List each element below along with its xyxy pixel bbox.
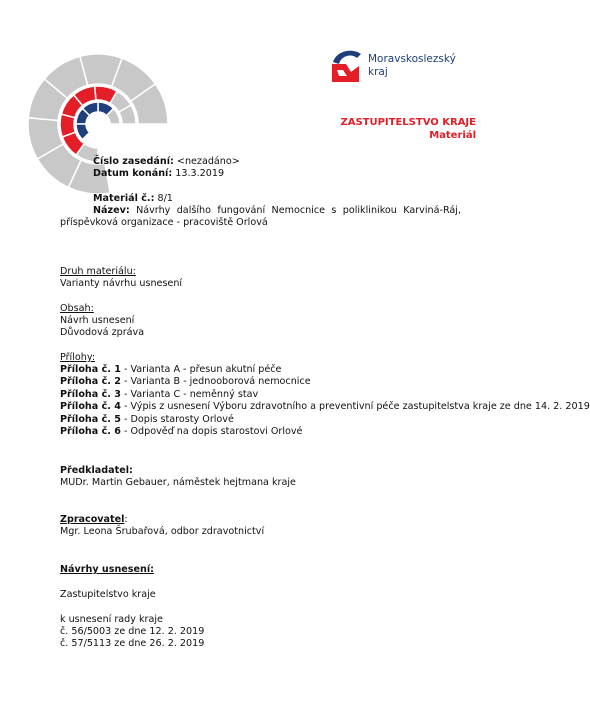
- prilohy-heading: Přílohy:: [60, 352, 96, 363]
- priloha-item: [60, 389, 461, 401]
- priloha-label: Příloha č. 3: [60, 388, 121, 400]
- meeting-number-label: Číslo zasedání:: [93, 156, 174, 167]
- druh-heading: Druh materiálu:: [60, 266, 136, 277]
- zpracovatel-heading: Zpracovatel: [60, 514, 125, 525]
- material-name: [60, 205, 461, 230]
- logo-line2: kraj: [368, 66, 388, 78]
- priloha-text: - Varianta C - neměnný stav: [120, 388, 259, 400]
- druh-value: Varianty návrhu usnesení: [60, 278, 183, 289]
- priloha-label: Příloha č. 4: [60, 401, 121, 413]
- material-name-value: Návrhy dalšího fungování Nemocnice s poliklinikou Karviná-Ráj, příspěvková organizace - pracoviště Orlová: [60, 205, 461, 229]
- obsah-item: Návrh usnesení: [60, 315, 135, 326]
- navrhy-ref: č. 57/5113 ze dne 26. 2. 2019: [60, 638, 205, 649]
- priloha-item: [60, 426, 461, 438]
- zpracovatel-value: Mgr. Leona Šrubařová, odbor zdravotnictví: [60, 526, 265, 537]
- meeting-date: [93, 168, 224, 180]
- priloha-item: [60, 401, 590, 413]
- priloha-label: Příloha č. 1: [60, 364, 121, 375]
- header-org: ZASTUPITELSTVO KRAJE: [340, 117, 476, 128]
- priloha-text: - Varianta B - jednooborová nemocnice: [120, 376, 311, 388]
- meeting-date-label: Datum konání:: [93, 168, 173, 179]
- priloha-text: - Výpis z usnesení Výboru zdravotního a preventivní péče zastupitelstva kraje ze dne 14. 2. 2019: [120, 401, 590, 413]
- priloha-label: Příloha č. 2: [60, 376, 121, 388]
- priloha-label: Příloha č. 6: [60, 426, 121, 438]
- prilohy-list: [60, 364, 590, 438]
- priloha-text: - Dopis starosty Orlové: [120, 413, 234, 425]
- material-number-value: 8/1: [157, 193, 173, 204]
- material-number: [93, 193, 173, 205]
- priloha-text: - Odpověď na dopis starostovi Orlové: [120, 426, 303, 438]
- meeting-date-value: 13.3.2019: [175, 168, 225, 179]
- predkladatel-value: MUDr. Martin Gebauer, náměstek hejtmana kraje: [60, 477, 296, 488]
- zpracovatel-colon: :: [124, 514, 128, 525]
- priloha-item: [60, 376, 461, 388]
- priloha-text: - Varianta A - přesun akutní péče: [120, 364, 282, 375]
- region-emblem-icon: [329, 44, 363, 84]
- logo-line1: Moravskoslezský: [368, 53, 456, 65]
- meeting-number-value: <nezadáno>: [176, 156, 240, 167]
- region-logo: [329, 44, 479, 88]
- header-kind: Materiál: [429, 130, 476, 141]
- priloha-item: [60, 364, 461, 376]
- obsah-heading: Obsah:: [60, 303, 94, 314]
- obsah-item: Důvodová zpráva: [60, 327, 145, 339]
- priloha-label: Příloha č. 5: [60, 413, 121, 425]
- meeting-number: [93, 156, 240, 168]
- material-name-label: Název:: [93, 205, 130, 216]
- navrhy-body: Zastupitelstvo kraje: [60, 589, 156, 600]
- material-number-label: Materiál č.:: [93, 193, 155, 204]
- predkladatel-heading: Předkladatel:: [60, 465, 133, 476]
- priloha-item: [60, 414, 461, 426]
- navrhy-heading: Návrhy usnesení:: [60, 564, 154, 575]
- navrhy-ref-intro: k usnesení rady kraje: [60, 614, 163, 625]
- zpracovatel-heading-row: [60, 514, 128, 526]
- navrhy-ref: č. 56/5003 ze dne 12. 2. 2019: [60, 626, 205, 637]
- obsah-list: [60, 315, 144, 340]
